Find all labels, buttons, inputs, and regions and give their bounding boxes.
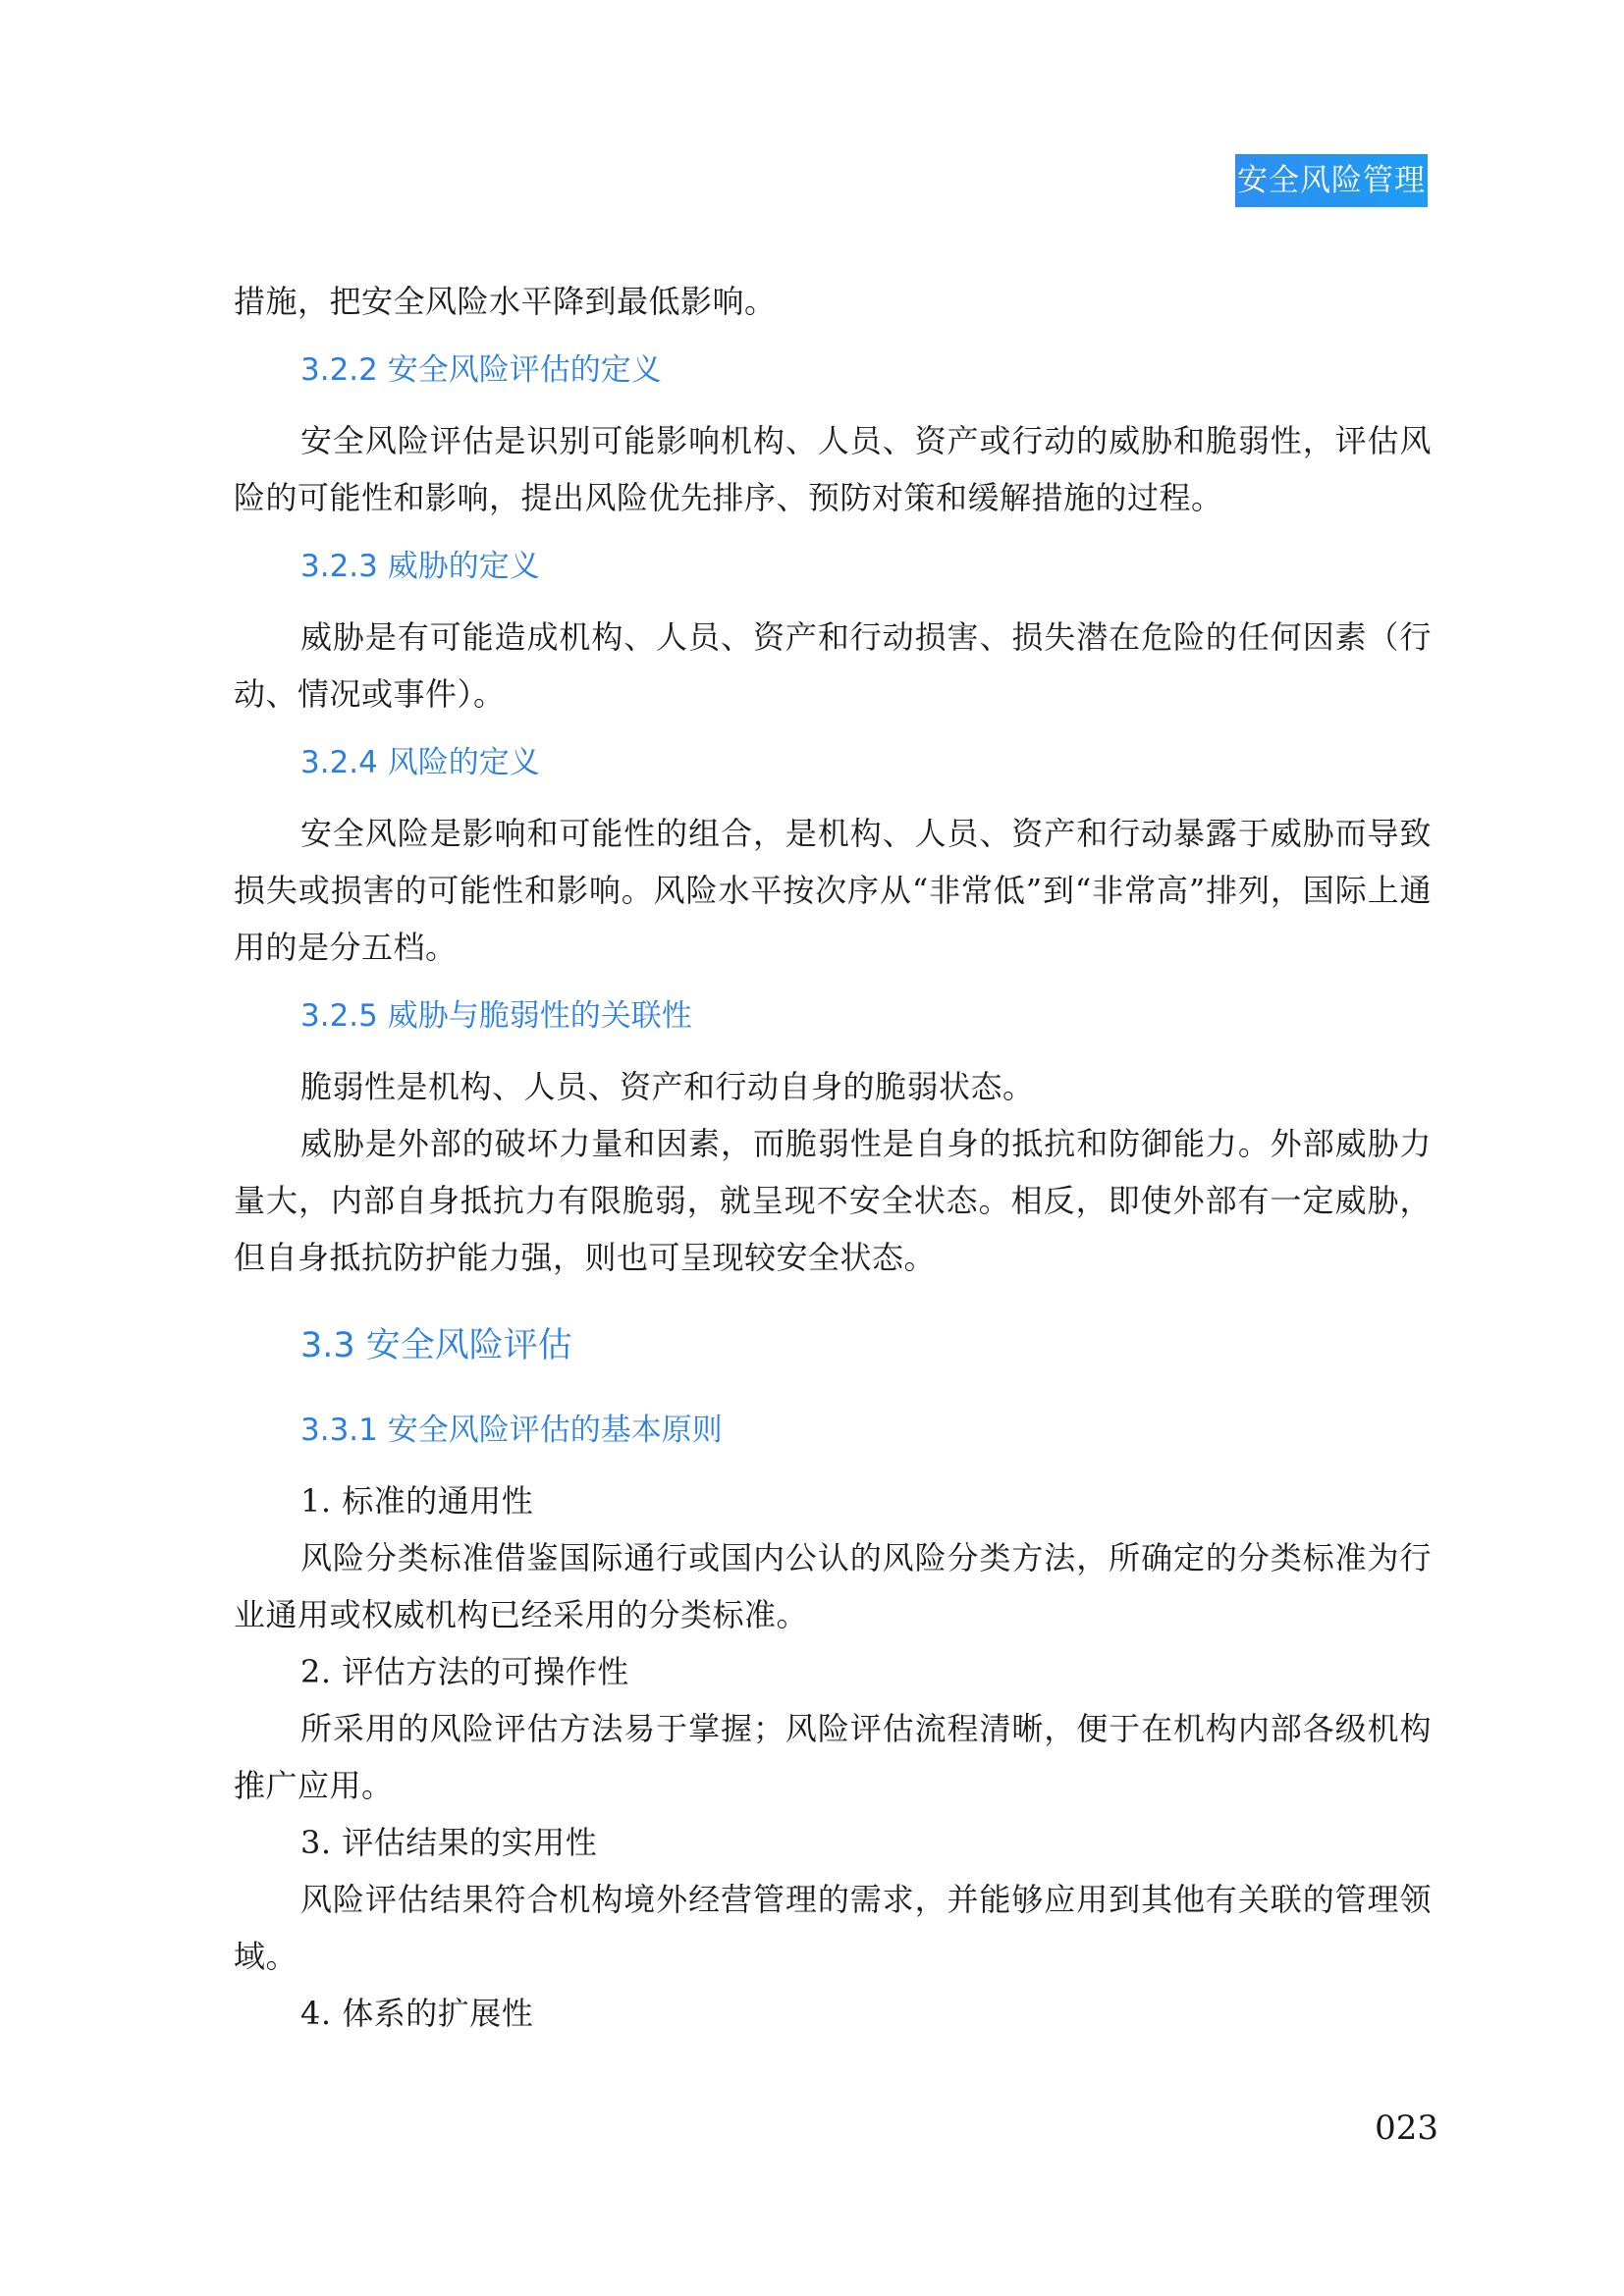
paragraph: 威胁是外部的破坏力量和因素，而脆弱性是自身的抵抗和防御能力。外部威胁力量大，内部自身抵抗力有限脆弱，就呈现不安全状态。相反，即使外部有一定威胁，但自身抵抗防护能力强，则也可呈现较安全状态。 <box>234 1125 1432 1276</box>
page-number: 023 <box>1375 2109 1438 2148</box>
paragraph: 风险评估结果符合机构境外经营管理的需求，并能够应用到其他有关联的管理领域。 <box>234 1881 1432 1975</box>
paragraph: 威胁是有可能造成机构、人员、资产和行动损害、损失潜在危险的任何因素（行动、情况或事件）。 <box>234 618 1432 713</box>
intro-paragraph: 措施，把安全风险水平降到最低影响。 <box>234 283 777 320</box>
paragraph: 所采用的风险评估方法易于掌握；风险评估流程清晰，便于在机构内部各级机构推广应用。 <box>234 1710 1432 1804</box>
list-item-title: 3. 评估结果的实用性 <box>300 1824 598 1861</box>
paragraph: 风险分类标准借鉴国际通行或国内公认的风险分类方法，所确定的分类标准为行业通用或权威机构已经采用的分类标准。 <box>234 1539 1432 1633</box>
chapter-tab: 安全风险管理 <box>1235 154 1428 207</box>
section-heading-3-3: 3.3 安全风险评估 <box>300 1326 572 1365</box>
section-heading-3-3-1: 3.3.1 安全风险评估的基本原则 <box>300 1413 723 1448</box>
list-item-title: 1. 标准的通用性 <box>300 1482 534 1520</box>
paragraph: 脆弱性是机构、人员、资产和行动自身的脆弱状态。 <box>300 1068 1035 1105</box>
list-item-title: 2. 评估方法的可操作性 <box>300 1653 629 1690</box>
list-item-title: 4. 体系的扩展性 <box>300 1995 534 2032</box>
section-heading-3-2-5: 3.2.5 威胁与脆弱性的关联性 <box>300 998 692 1034</box>
section-heading-3-2-4: 3.2.4 风险的定义 <box>300 745 540 780</box>
page-content <box>234 273 1432 2042</box>
section-heading-3-2-3: 3.2.3 威胁的定义 <box>300 549 540 584</box>
paragraph: 安全风险是影响和可能性的组合，是机构、人员、资产和行动暴露于威胁而导致损失或损害的可能性和影响。风险水平按次序从“非常低”到“非常高”排列，国际上通用的是分五档。 <box>234 815 1432 966</box>
section-heading-3-2-2: 3.2.2 安全风险评估的定义 <box>300 352 662 388</box>
paragraph: 安全风险评估是识别可能影响机构、人员、资产或行动的威胁和脆弱性，评估风险的可能性和影响，提出风险优先排序、预防对策和缓解措施的过程。 <box>234 422 1432 516</box>
